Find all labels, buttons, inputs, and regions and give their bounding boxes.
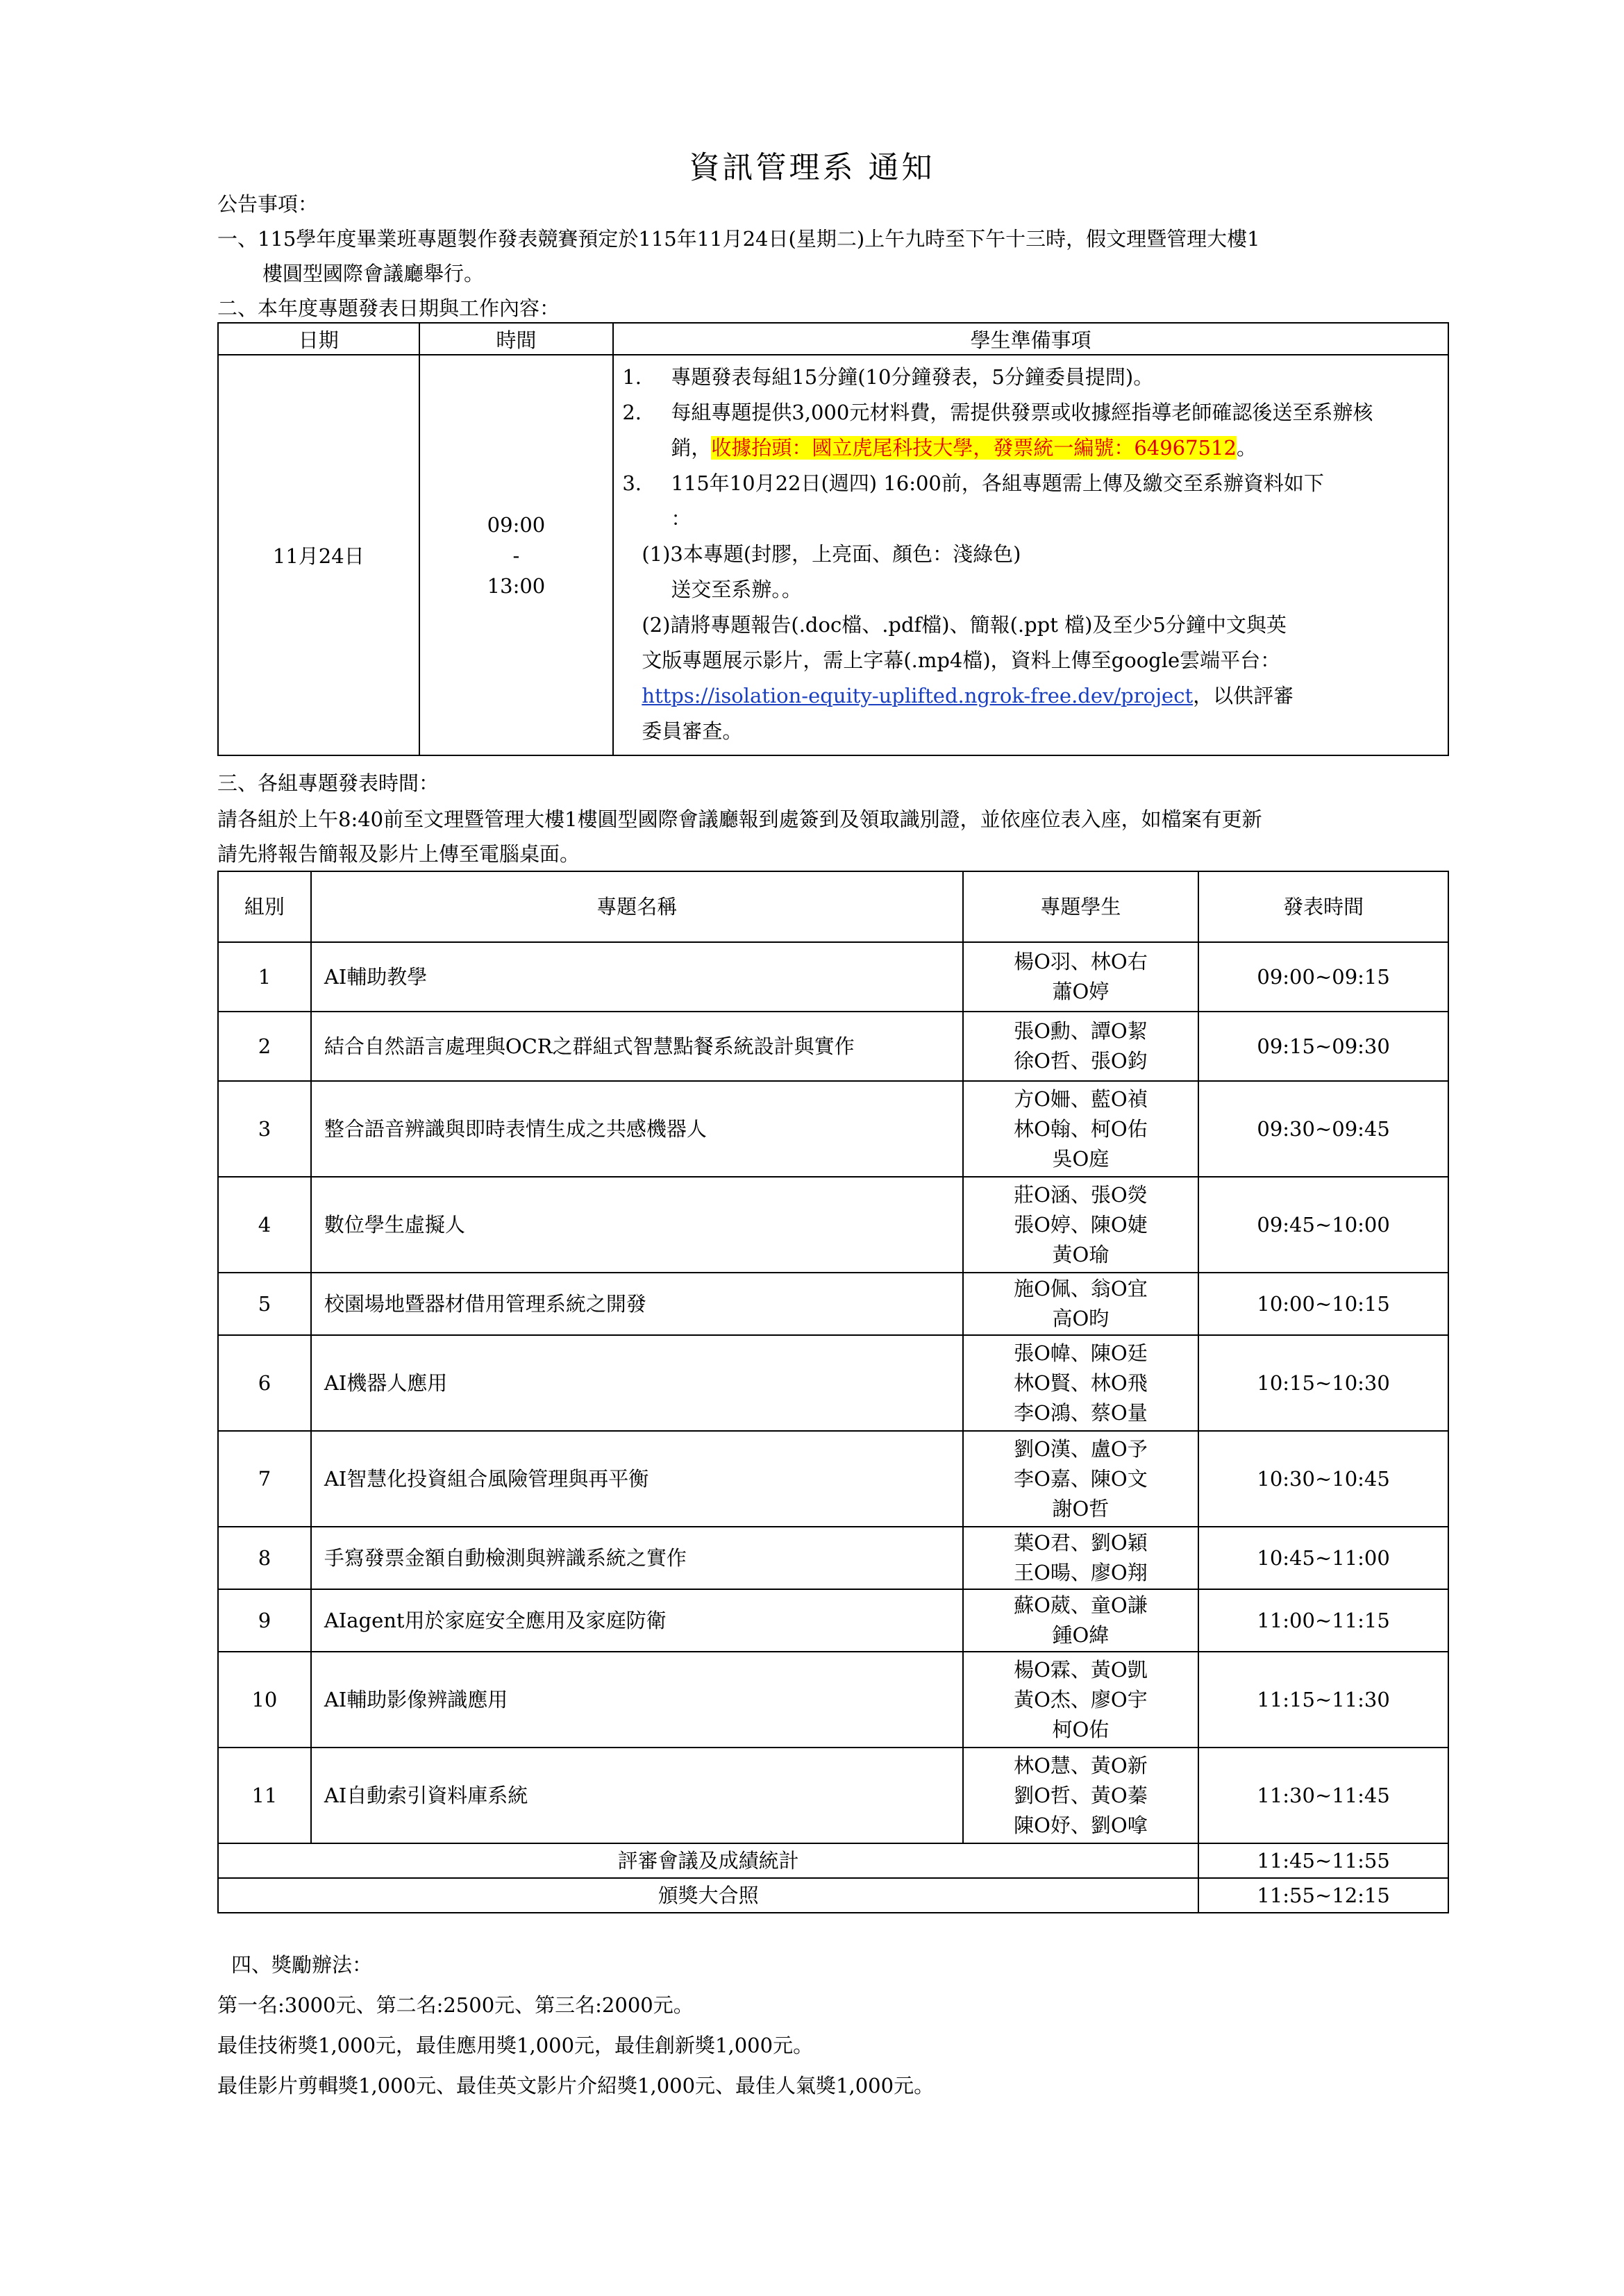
award-line-3: 最佳影片剪輯獎1,000元、最佳英文影片介紹獎1,000元、最佳人氣獎1,000元。 — [217, 2074, 935, 2097]
group-number: 9 — [218, 1589, 311, 1652]
project-title: AI機器人應用 — [311, 1335, 963, 1431]
prep-item-3-line1: 115年10月22日(週四) 16:00前，各組專題需上傳及繳交至系辦資料如下 — [671, 471, 1324, 495]
project-students — [963, 1335, 1199, 1431]
group-number: 11 — [218, 1748, 311, 1843]
schedule-prep — [613, 355, 1448, 755]
student-line: 鍾O緯 — [1052, 1623, 1110, 1647]
award-line-2: 最佳技術獎1,000元，最佳應用獎1,000元，最佳創新獎1,000元。 — [217, 2034, 814, 2057]
schedule-time — [419, 355, 614, 755]
table-row — [218, 1177, 1448, 1273]
student-line: 張O勳、譚O絜 — [1014, 1019, 1148, 1043]
groups-header-row — [218, 871, 1448, 942]
project-students — [963, 1589, 1199, 1652]
presentation-time: 09:45~10:00 — [1198, 1177, 1448, 1273]
presentation-time: 10:15~10:30 — [1198, 1335, 1448, 1431]
presentation-time: 11:30~11:45 — [1198, 1748, 1448, 1843]
group-number: 7 — [218, 1431, 311, 1527]
student-line: 高O昀 — [1052, 1307, 1110, 1330]
item3-heading: 三、各組專題發表時間： — [217, 771, 440, 795]
student-line: 張O婷、陳O婕 — [1014, 1212, 1148, 1237]
schedule-header-row — [218, 323, 1448, 355]
item1-line1: 一、115學年度畢業班專題製作發表競賽預定於115年11月24日(星期二)上午九時至下午十三時，假文理暨管理大樓1 — [217, 227, 1260, 251]
student-line: 陳O妤、劉O嗱 — [1014, 1813, 1148, 1837]
project-students — [963, 1177, 1199, 1273]
award-time: 11:55~12:15 — [1198, 1878, 1448, 1913]
project-title: 結合自然語言處理與OCR之群組式智慧點餐系統設計與實作 — [311, 1012, 963, 1081]
student-line: 張O幃、陳O廷 — [1014, 1341, 1148, 1365]
schedule-time-start: 09:00 — [487, 512, 546, 537]
group-number: 3 — [218, 1081, 311, 1177]
review-row — [218, 1843, 1448, 1878]
project-title: 數位學生虛擬人 — [311, 1177, 963, 1273]
project-students — [963, 1748, 1199, 1843]
student-line: 林O賢、林O飛 — [1014, 1371, 1148, 1395]
project-title: 手寫發票金額自動檢測與辨識系統之實作 — [311, 1527, 963, 1589]
table-row — [218, 1748, 1448, 1843]
presentation-time: 09:15~09:30 — [1198, 1012, 1448, 1081]
presentation-time: 11:15~11:30 — [1198, 1652, 1448, 1748]
prep-item-2-text — [671, 395, 1373, 466]
prep-sub-2-line3 — [622, 678, 1438, 714]
announcement-label: 公告事項： — [217, 192, 319, 216]
schedule-header-time: 時間 — [419, 323, 614, 355]
award-label: 頒獎大合照 — [218, 1878, 1198, 1913]
project-title: 校園場地暨器材借用管理系統之開發 — [311, 1273, 963, 1335]
groups-table-body — [218, 871, 1448, 1913]
student-line: 楊O羽、林O右 — [1014, 950, 1148, 973]
project-students — [963, 1012, 1199, 1081]
item2-heading: 二、本年度專題發表日期與工作內容： — [217, 296, 560, 320]
student-line: 黃O瑜 — [1052, 1242, 1110, 1266]
prep-sub-2-line2: 文版專題展示影片，需上字幕(.mp4檔)，資料上傳至google雲端平台： — [642, 648, 1281, 672]
schedule-time-sep: - — [512, 543, 520, 567]
student-line: 林O翰、柯O佑 — [1014, 1116, 1148, 1141]
award-row — [218, 1878, 1448, 1913]
project-title: AI智慧化投資組合風險管理與再平衡 — [311, 1431, 963, 1527]
prep-item-1 — [622, 360, 1438, 395]
prep-item-1-number: 1. — [622, 365, 642, 389]
table-row — [218, 1431, 1448, 1527]
presentation-time: 11:00~11:15 — [1198, 1589, 1448, 1652]
schedule-date: 11月24日 — [218, 355, 419, 755]
table-row — [218, 1335, 1448, 1431]
award-line-1: 第一名:3000元、第二名:2500元、第三名:2000元。 — [217, 1993, 694, 2017]
project-students — [963, 1273, 1199, 1335]
prep-sub-1-line1: (1)3本專題(封膠，上亮面、顏色：淺綠色) — [642, 542, 1021, 566]
table-row — [218, 1589, 1448, 1652]
page-title: 資訊管理系 通知 — [689, 150, 935, 185]
group-number: 10 — [218, 1652, 311, 1748]
student-line: 柯O佑 — [1052, 1717, 1110, 1741]
student-line: 吳O庭 — [1052, 1146, 1110, 1171]
project-title: AI自動索引資料庫系統 — [311, 1748, 963, 1843]
project-title: AI輔助影像辨識應用 — [311, 1652, 963, 1748]
project-students — [963, 942, 1199, 1012]
schedule-header-date: 日期 — [218, 323, 419, 355]
item3-line2: 請先將報告簡報及影片上傳至電腦桌面。 — [217, 842, 580, 866]
schedule-row — [218, 355, 1448, 755]
prep-item-3-text — [671, 466, 1324, 537]
group-number: 8 — [218, 1527, 311, 1589]
receipt-highlight: 收據抬頭：國立虎尾科技大學，發票統一編號：64967512 — [711, 436, 1237, 460]
project-students — [963, 1652, 1199, 1748]
table-row — [218, 1527, 1448, 1589]
prep-item-2-line2-post: 。 — [1236, 436, 1257, 460]
presentation-time: 10:45~11:00 — [1198, 1527, 1448, 1589]
prep-sub-1-line2: 送交至系辦。。 — [671, 578, 802, 601]
project-students — [963, 1527, 1199, 1589]
student-line: 林O慧、黃O新 — [1014, 1753, 1148, 1777]
prep-item-2-line2-pre: 銷， — [671, 436, 712, 460]
groups-header-no: 組別 — [218, 871, 311, 942]
group-number: 1 — [218, 942, 311, 1012]
student-line: 蘇O葳、童O謙 — [1014, 1593, 1148, 1617]
groups-header-title: 專題名稱 — [311, 871, 963, 942]
student-line: 楊O霖、黃O凱 — [1014, 1657, 1148, 1682]
student-line: 施O佩、翁O宜 — [1014, 1277, 1148, 1300]
schedule-time-end: 13:00 — [487, 573, 546, 598]
student-line: 劉O哲、黃O蓁 — [1014, 1783, 1148, 1807]
groups-table — [217, 871, 1449, 1913]
item1-line2: 樓圓型國際會議廳舉行。 — [262, 262, 485, 285]
student-line: 蕭O婷 — [1052, 980, 1110, 1003]
table-row — [218, 1012, 1448, 1081]
student-line: 黃O杰、廖O宇 — [1014, 1687, 1148, 1711]
student-line: 李O嘉、陳O文 — [1014, 1466, 1148, 1491]
groups-header-time: 發表時間 — [1198, 871, 1448, 942]
student-line: 莊O涵、張O熒 — [1014, 1182, 1148, 1207]
student-line: 劉O漢、盧O予 — [1014, 1436, 1148, 1461]
group-number: 4 — [218, 1177, 311, 1273]
table-row — [218, 1652, 1448, 1748]
table-row — [218, 1081, 1448, 1177]
schedule-header-prep: 學生準備事項 — [613, 323, 1448, 355]
project-title: AI輔助教學 — [311, 942, 963, 1012]
groups-header-students: 專題學生 — [963, 871, 1199, 942]
prep-item-3-line2: ： — [671, 507, 692, 530]
student-line: 方O姍、藍O禎 — [1014, 1087, 1148, 1111]
student-line: 王O暘、廖O翔 — [1014, 1561, 1148, 1584]
student-line: 謝O哲 — [1052, 1496, 1110, 1520]
presentation-time: 09:30~09:45 — [1198, 1081, 1448, 1177]
review-time: 11:45~11:55 — [1198, 1843, 1448, 1878]
prep-item-2 — [622, 395, 1438, 466]
group-number: 5 — [218, 1273, 311, 1335]
student-line: 徐O哲、張O鈞 — [1014, 1049, 1148, 1073]
project-students — [963, 1081, 1199, 1177]
student-line: 葉O君、劉O穎 — [1014, 1531, 1148, 1555]
prep-item-2-line1: 每組專題提供3,000元材料費，需提供發票或收據經指導老師確認後送至系辦核 — [671, 401, 1373, 424]
prep-sub-2-line3-post: ，以供評審 — [1193, 684, 1294, 707]
group-number: 2 — [218, 1012, 311, 1081]
prep-sub-2-line4: 委員審查。 — [642, 719, 743, 743]
presentation-time: 10:30~10:45 — [1198, 1431, 1448, 1527]
table-row — [218, 1273, 1448, 1335]
prep-item-1-text: 專題發表每組15分鐘(10分鐘發表，5分鐘委員提問)。 — [671, 365, 1154, 389]
prep-item-2-number: 2. — [622, 401, 642, 424]
project-students — [963, 1431, 1199, 1527]
presentation-time: 09:00~09:15 — [1198, 942, 1448, 1012]
item3-line1: 請各組於上午8:40前至文理暨管理大樓1樓圓型國際會議廳報到處簽到及領取識別證，並依座位表入座，如檔案有更新 — [217, 807, 1262, 831]
review-label: 評審會議及成績統計 — [218, 1843, 1198, 1878]
student-line: 李O鴻、蔡O量 — [1014, 1400, 1148, 1425]
item4-heading: 四、獎勵辦法： — [231, 1953, 373, 1977]
prep-sub-2-line1: (2)請將專題報告(.doc檔、.pdf檔)、簡報(.ppt 檔)及至少5分鐘中文與英 — [642, 613, 1287, 637]
group-number: 6 — [218, 1335, 311, 1431]
prep-item-3-number: 3. — [622, 471, 642, 495]
table-row — [218, 942, 1448, 1012]
upload-link[interactable]: https://isolation-equity-uplifted.ngrok-free.dev/project — [642, 684, 1194, 707]
project-title: 整合語音辨識與即時表情生成之共感機器人 — [311, 1081, 963, 1177]
prep-item-3 — [622, 466, 1438, 537]
project-title: AIagent用於家庭安全應用及家庭防衛 — [311, 1589, 963, 1652]
schedule-table — [217, 322, 1449, 756]
presentation-time: 10:00~10:15 — [1198, 1273, 1448, 1335]
